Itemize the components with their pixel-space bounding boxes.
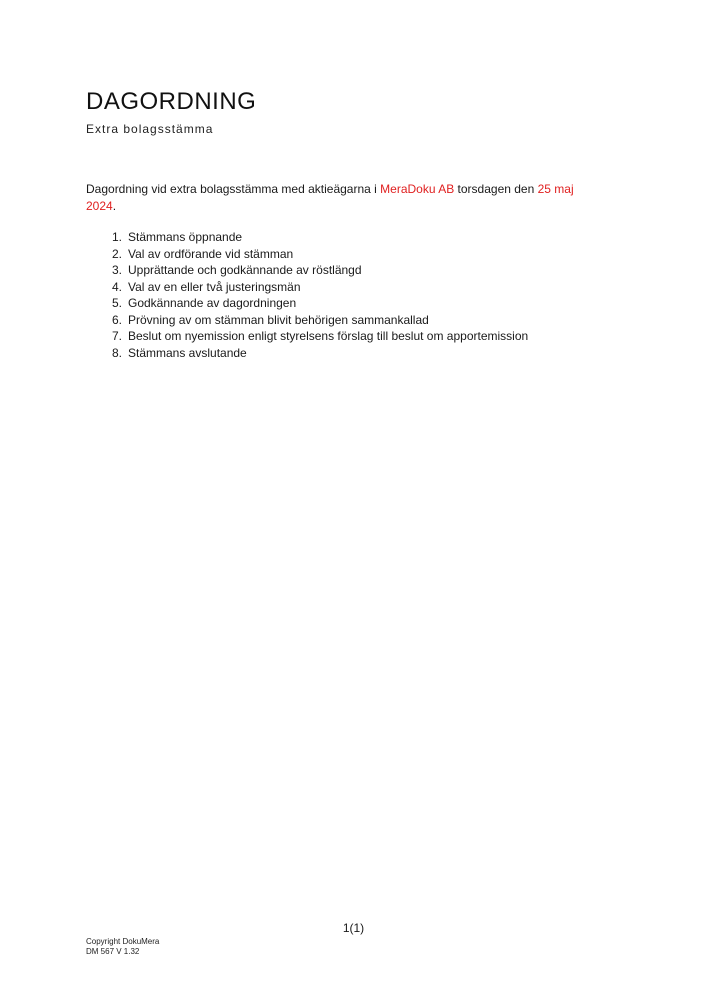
company-name: MeraDoku AB [380,182,455,196]
agenda-item [86,246,528,263]
agenda-item [86,229,528,246]
agenda-item-text: Stämmans avslutande [128,345,247,360]
intro-paragraph [86,181,606,215]
agenda-item-number: 7. [111,329,122,343]
meeting-date: 25 maj 2024 [86,182,574,213]
agenda-item [86,345,528,362]
agenda-item-number: 3. [111,263,122,277]
agenda-item [86,279,528,296]
agenda-item-text: Val av ordförande vid stämman [128,246,294,261]
agenda-item-text: Godkännande av dagordningen [128,296,297,310]
agenda-item [86,262,528,279]
agenda-item [86,312,528,329]
agenda-item-number: 8. [111,345,122,360]
agenda-item-text: Val av en eller två justeringsmän [128,279,301,294]
page-number: 1(1) [342,921,365,935]
agenda-item-number: 6. [111,312,122,327]
page-subtitle: Extra bolagsstämma [86,122,214,136]
intro-text-middle: torsdagen den [454,182,538,196]
agenda-item-number: 5. [111,296,122,310]
agenda-list [86,229,528,361]
footer-version: DM 567 V 1.32 [86,947,140,956]
agenda-item-number: 4. [111,279,122,294]
agenda-item [86,328,528,345]
agenda-item-text: Prövning av om stämman blivit behörigen sammankallad [128,312,429,327]
page-title: DAGORDNING [86,88,257,115]
agenda-item-text: Upprättande och godkännande av röstlängd [128,263,362,277]
footer [86,937,159,957]
agenda-item-text: Beslut om nyemission enligt styrelsens förslag till beslut om apportemission [128,329,529,343]
intro-text-start: Dagordning vid extra bolagsstämma med aktieägarna i [86,182,381,196]
agenda-item-number: 1. [111,230,122,244]
agenda-item [86,295,528,312]
intro-text-end: . [112,199,117,213]
agenda-item-text: Stämmans öppnande [128,230,243,244]
footer-copyright: Copyright DokuMera [86,937,160,946]
agenda-item-number: 2. [111,246,122,261]
